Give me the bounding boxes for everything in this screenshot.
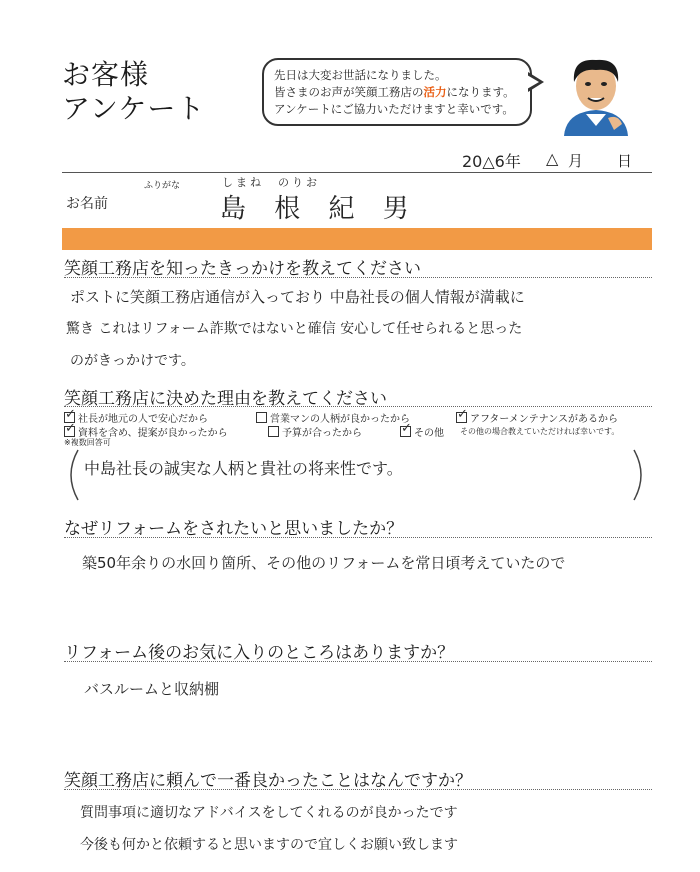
answer-4: バスルームと収納棚 [84, 680, 220, 698]
divider-q1 [64, 277, 652, 278]
option-label: 資料を含め、提案が良かったから [78, 428, 228, 439]
answer-3: 築50年余りの水回り箇所、その他のリフォームを常日頃考えていたので [82, 554, 566, 572]
option-label: アフターメンテナンスがあるから [470, 414, 618, 425]
option-label: 予算が合ったから [282, 428, 362, 439]
other-note: その他の場合教えていただければ幸いです。 [460, 427, 620, 436]
answer-1-line-2: 驚き これはリフォーム詐欺ではないと確信 安心して任せられると思った [66, 321, 523, 337]
answer-1-line-1: ポストに笑顔工務店通信が入っており 中島社長の個人情報が満載に [70, 288, 525, 306]
customer-name: 島 根 紀 男 [220, 194, 419, 224]
greeting-bubble [262, 58, 532, 126]
bubble-line-2-post: になります。 [446, 85, 515, 99]
question-5: 笑顔工務店に頼んで一番良かったことはなんですか？ [64, 771, 472, 791]
option-label: 営業マンの人柄が良かったから [270, 414, 410, 425]
question-4: リフォーム後のお気に入りのところはありますか？ [64, 643, 455, 663]
reason-option-local-president[interactable] [64, 410, 208, 425]
date-month-value: △ [546, 149, 559, 168]
multiple-answer-note: ※複数回答可 [64, 438, 111, 447]
answer-2: 中島社長の誠実な人柄と貴社の将来性です。 [84, 459, 403, 478]
answer-5-line-2: 今後も何かと依頼すると思いますので宜しくお願い致します [80, 837, 458, 853]
question-1: 笑顔工務店を知ったきっかけを教えてください [64, 259, 421, 279]
furigana-value: しまね のりお [222, 176, 320, 189]
orange-band [62, 228, 652, 250]
divider-q3 [64, 537, 652, 538]
form-title-line2: アンケート [62, 92, 206, 125]
bubble-tail-inner [527, 75, 539, 89]
divider-q2 [64, 406, 652, 407]
question-3: なぜリフォームをされたいと思いましたか？ [64, 519, 404, 539]
bubble-line-2-pre: 皆さまのお声が笑顔工務店の [274, 85, 424, 99]
mascot-illustration [556, 52, 636, 136]
checkbox-checked-icon[interactable] [456, 412, 467, 423]
question-2: 笑顔工務店に決めた理由を教えてください [64, 389, 387, 409]
checkbox-icon[interactable] [256, 412, 267, 423]
date-month-label: 月 [568, 152, 584, 170]
date-day-label: 日 [617, 152, 633, 170]
reason-option-budget[interactable] [268, 424, 362, 439]
option-label: 社長が地元の人で安心だから [78, 414, 208, 425]
answer-1-line-3: のがきっかけです。 [70, 353, 195, 369]
date-year: 20△6年 [462, 152, 521, 171]
bubble-line-2 [274, 84, 520, 101]
bubble-line-3: アンケートにご協力いただけますと幸いです。 [274, 102, 514, 116]
checkbox-checked-icon[interactable] [400, 426, 411, 437]
furigana-label: ふりがな [144, 181, 181, 191]
reason-option-sales-staff[interactable] [256, 410, 410, 425]
bubble-line-1: 先日は大変お世話になりました。 [274, 68, 447, 82]
checkbox-icon[interactable] [268, 426, 279, 437]
form-title-line1: お客様 [62, 58, 150, 91]
divider-q5 [64, 789, 652, 790]
divider-q4 [64, 661, 652, 662]
checkbox-checked-icon[interactable] [64, 426, 75, 437]
bubble-accent-word: 活力 [423, 85, 447, 99]
reason-option-other[interactable] [400, 424, 444, 439]
option-label: その他 [414, 428, 444, 439]
date-divider [62, 172, 652, 173]
answer-5-line-1: 質問事項に適切なアドバイスをしてくれるのが良かったです [80, 805, 458, 821]
reason-option-after-maintenance[interactable] [456, 410, 618, 425]
name-label: お名前 [66, 196, 108, 212]
